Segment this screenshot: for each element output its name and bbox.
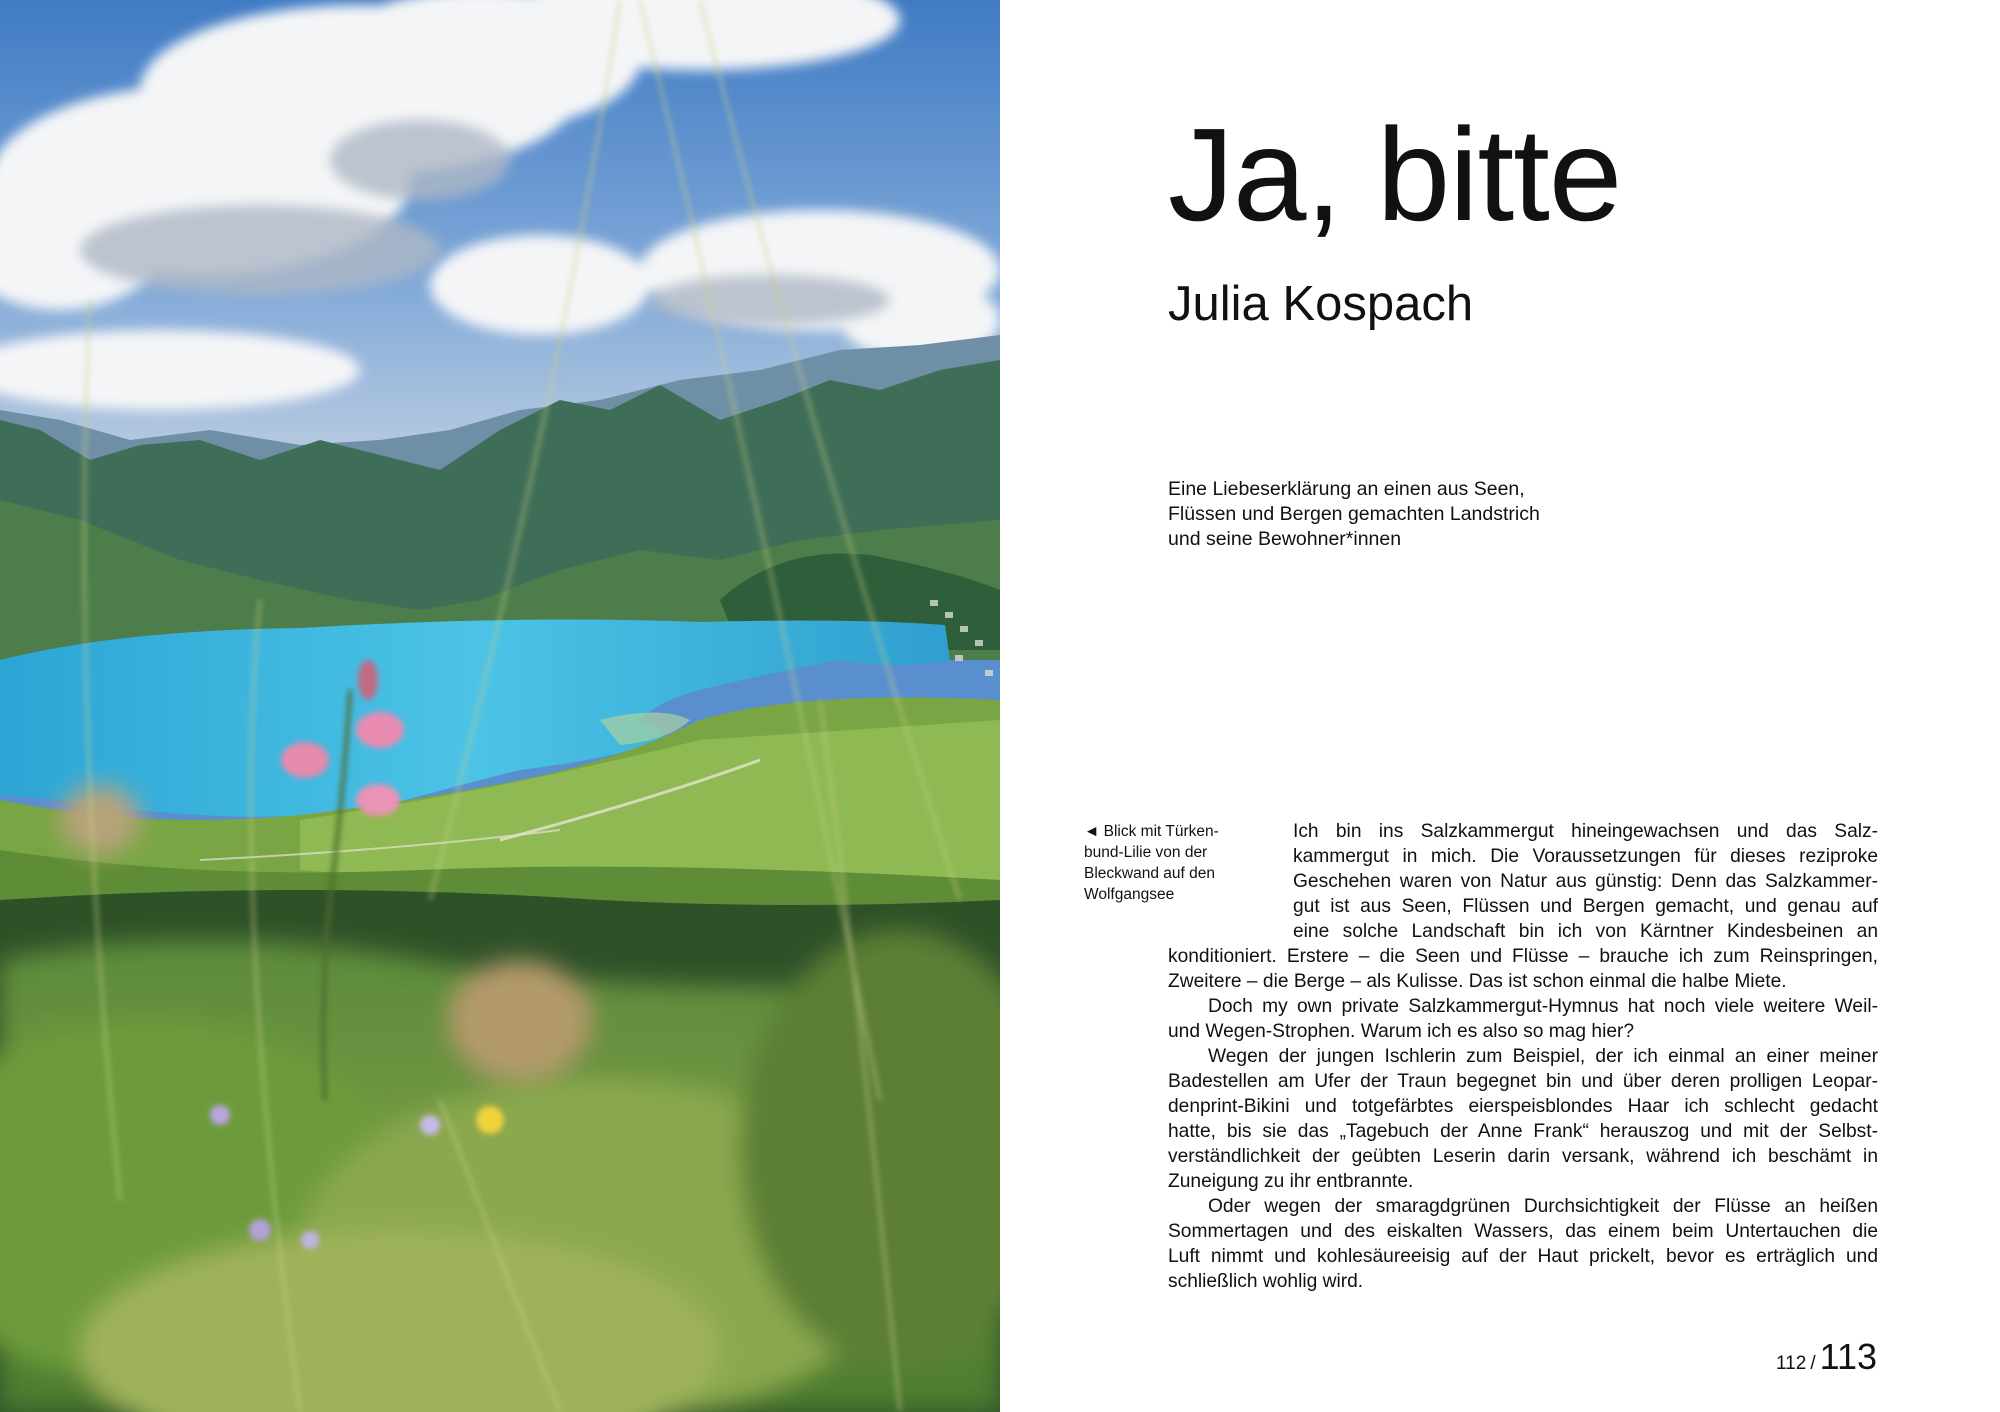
body-line: schließlich wohlig wird. (1168, 1271, 1364, 1292)
caption-line: bund-Lilie von der (1084, 844, 1208, 861)
body-line: Luft nimmt und kohlesäureeisig auf der Haut prickelt, bevor es erträglich und (1168, 1246, 1878, 1267)
article-title: Ja, bitte (1168, 101, 1622, 248)
page-number-separator: / (1810, 1353, 1816, 1374)
body-line: Sommertagen und des eiskalten Wassers, das einem beim Untertauchen die (1168, 1221, 1878, 1242)
page-number-right: 113 (1819, 1336, 1877, 1377)
body-line: kammergut in mich. Die Voraussetzungen für dieses reziproke (1293, 846, 1878, 867)
body-line: Geschehen waren von Natur aus günstig: Denn das Salzkammer- (1293, 871, 1878, 892)
body-line: verständlichkeit der geübten Leserin darin versank, während ich beschämt in (1168, 1146, 1878, 1167)
page-number-left: 112 (1776, 1353, 1807, 1374)
body-line: Ich bin ins Salzkammergut hineingewachsen und das Salz- (1293, 821, 1878, 842)
body-line: Oder wegen der smaragdgrünen Durchsichtigkeit der Flüsse an heißen (1208, 1196, 1878, 1217)
article-intro (1168, 477, 1608, 552)
body-line: Badestellen am Ufer der Traun begegnet bin und über deren prolligen Leopar- (1168, 1071, 1878, 1092)
body-line: und Wegen-Strophen. Warum ich es also so mag hier? (1168, 1021, 1635, 1042)
body-line: konditioniert. Erstere – die Seen und Flüsse – brauche ich zum Reinspringen, (1168, 946, 1878, 967)
body-line: gut ist aus Seen, Flüssen und Bergen gemacht, und genau auf (1293, 896, 1878, 917)
body-line: Doch my own private Salzkammergut-Hymnus hat noch viele weitere Weil- (1208, 996, 1878, 1017)
article-author: Julia Kospach (1168, 277, 1474, 331)
body-line: hatte, bis sie das „Tagebuch der Anne Frank“ herauszog und mit der Selbst- (1168, 1121, 1878, 1142)
caption-line: ◄ Blick mit Türken- (1084, 823, 1219, 840)
intro-line: Flüssen und Bergen gemachten Landstrich (1168, 503, 1540, 525)
article-body (1168, 819, 1878, 1294)
body-line: eine solche Landschaft bin ich von Kärntner Kindesbeinen an (1293, 921, 1878, 942)
body-line: Wegen der jungen Ischlerin zum Beispiel, der ich einmal an einer meiner (1208, 1046, 1878, 1067)
body-line: Zweitere – die Berge – als Kulisse. Das ist schon einmal die halbe Miete. (1168, 971, 1787, 992)
body-line: Zuneigung zu ihr entbrannte. (1168, 1171, 1414, 1192)
intro-line: und seine Bewohner*innen (1168, 528, 1402, 550)
caption-line: Wolfgangsee (1084, 886, 1175, 903)
page-numbers (1776, 1336, 1877, 1378)
body-line: denprint-Bikini und totgefärbtes eierspeisblondes Haar ich schlecht gedacht (1168, 1096, 1878, 1117)
caption-line: Bleckwand auf den (1084, 865, 1215, 882)
intro-line: Eine Liebeserklärung an einen aus Seen, (1168, 478, 1525, 500)
